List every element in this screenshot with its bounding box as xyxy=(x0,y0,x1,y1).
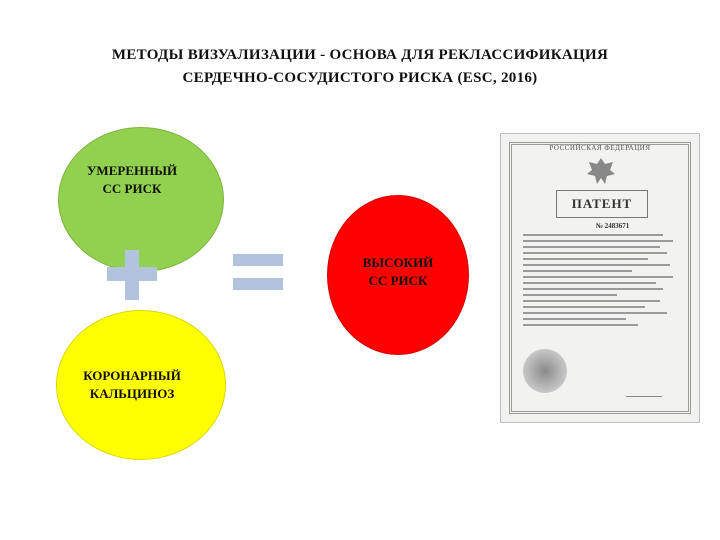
title-line-1: МЕТОДЫ ВИЗУАЛИЗАЦИИ - ОСНОВА ДЛЯ РЕКЛАССИФИКАЦИЯ xyxy=(111,47,609,63)
patent-country: РОССИЙСКАЯ ФЕДЕРАЦИЯ xyxy=(549,144,651,152)
slide-title xyxy=(40,44,680,90)
patent-number: № 2483671 xyxy=(596,222,630,230)
coat-of-arms-icon xyxy=(583,156,619,186)
seal-icon xyxy=(523,349,567,393)
moderate-risk-label-2: СС РИСК xyxy=(102,180,162,196)
patent-text-block xyxy=(523,234,679,330)
title-line-2: СЕРДЕЧНО-СОСУДИСТОГО РИСКА (ESC, 2016) xyxy=(182,70,538,86)
patent-title: ПАТЕНТ xyxy=(556,190,648,218)
plus-icon xyxy=(107,250,157,300)
patent-image xyxy=(500,133,700,423)
high-risk-label-2: СС РИСК xyxy=(368,273,428,288)
calcinosis-label-1: КОРОНАРНЫЙ xyxy=(83,368,181,383)
high-risk-label-1: ВЫСОКИЙ xyxy=(362,255,434,270)
calcinosis-ellipse xyxy=(56,310,226,460)
high-risk-ellipse xyxy=(327,195,469,355)
signature-icon xyxy=(626,384,662,397)
calcinosis-label-2: КАЛЬЦИНОЗ xyxy=(89,386,175,401)
moderate-risk-label-1: УМЕРЕННЫЙ xyxy=(86,162,178,178)
equals-icon xyxy=(233,252,283,292)
